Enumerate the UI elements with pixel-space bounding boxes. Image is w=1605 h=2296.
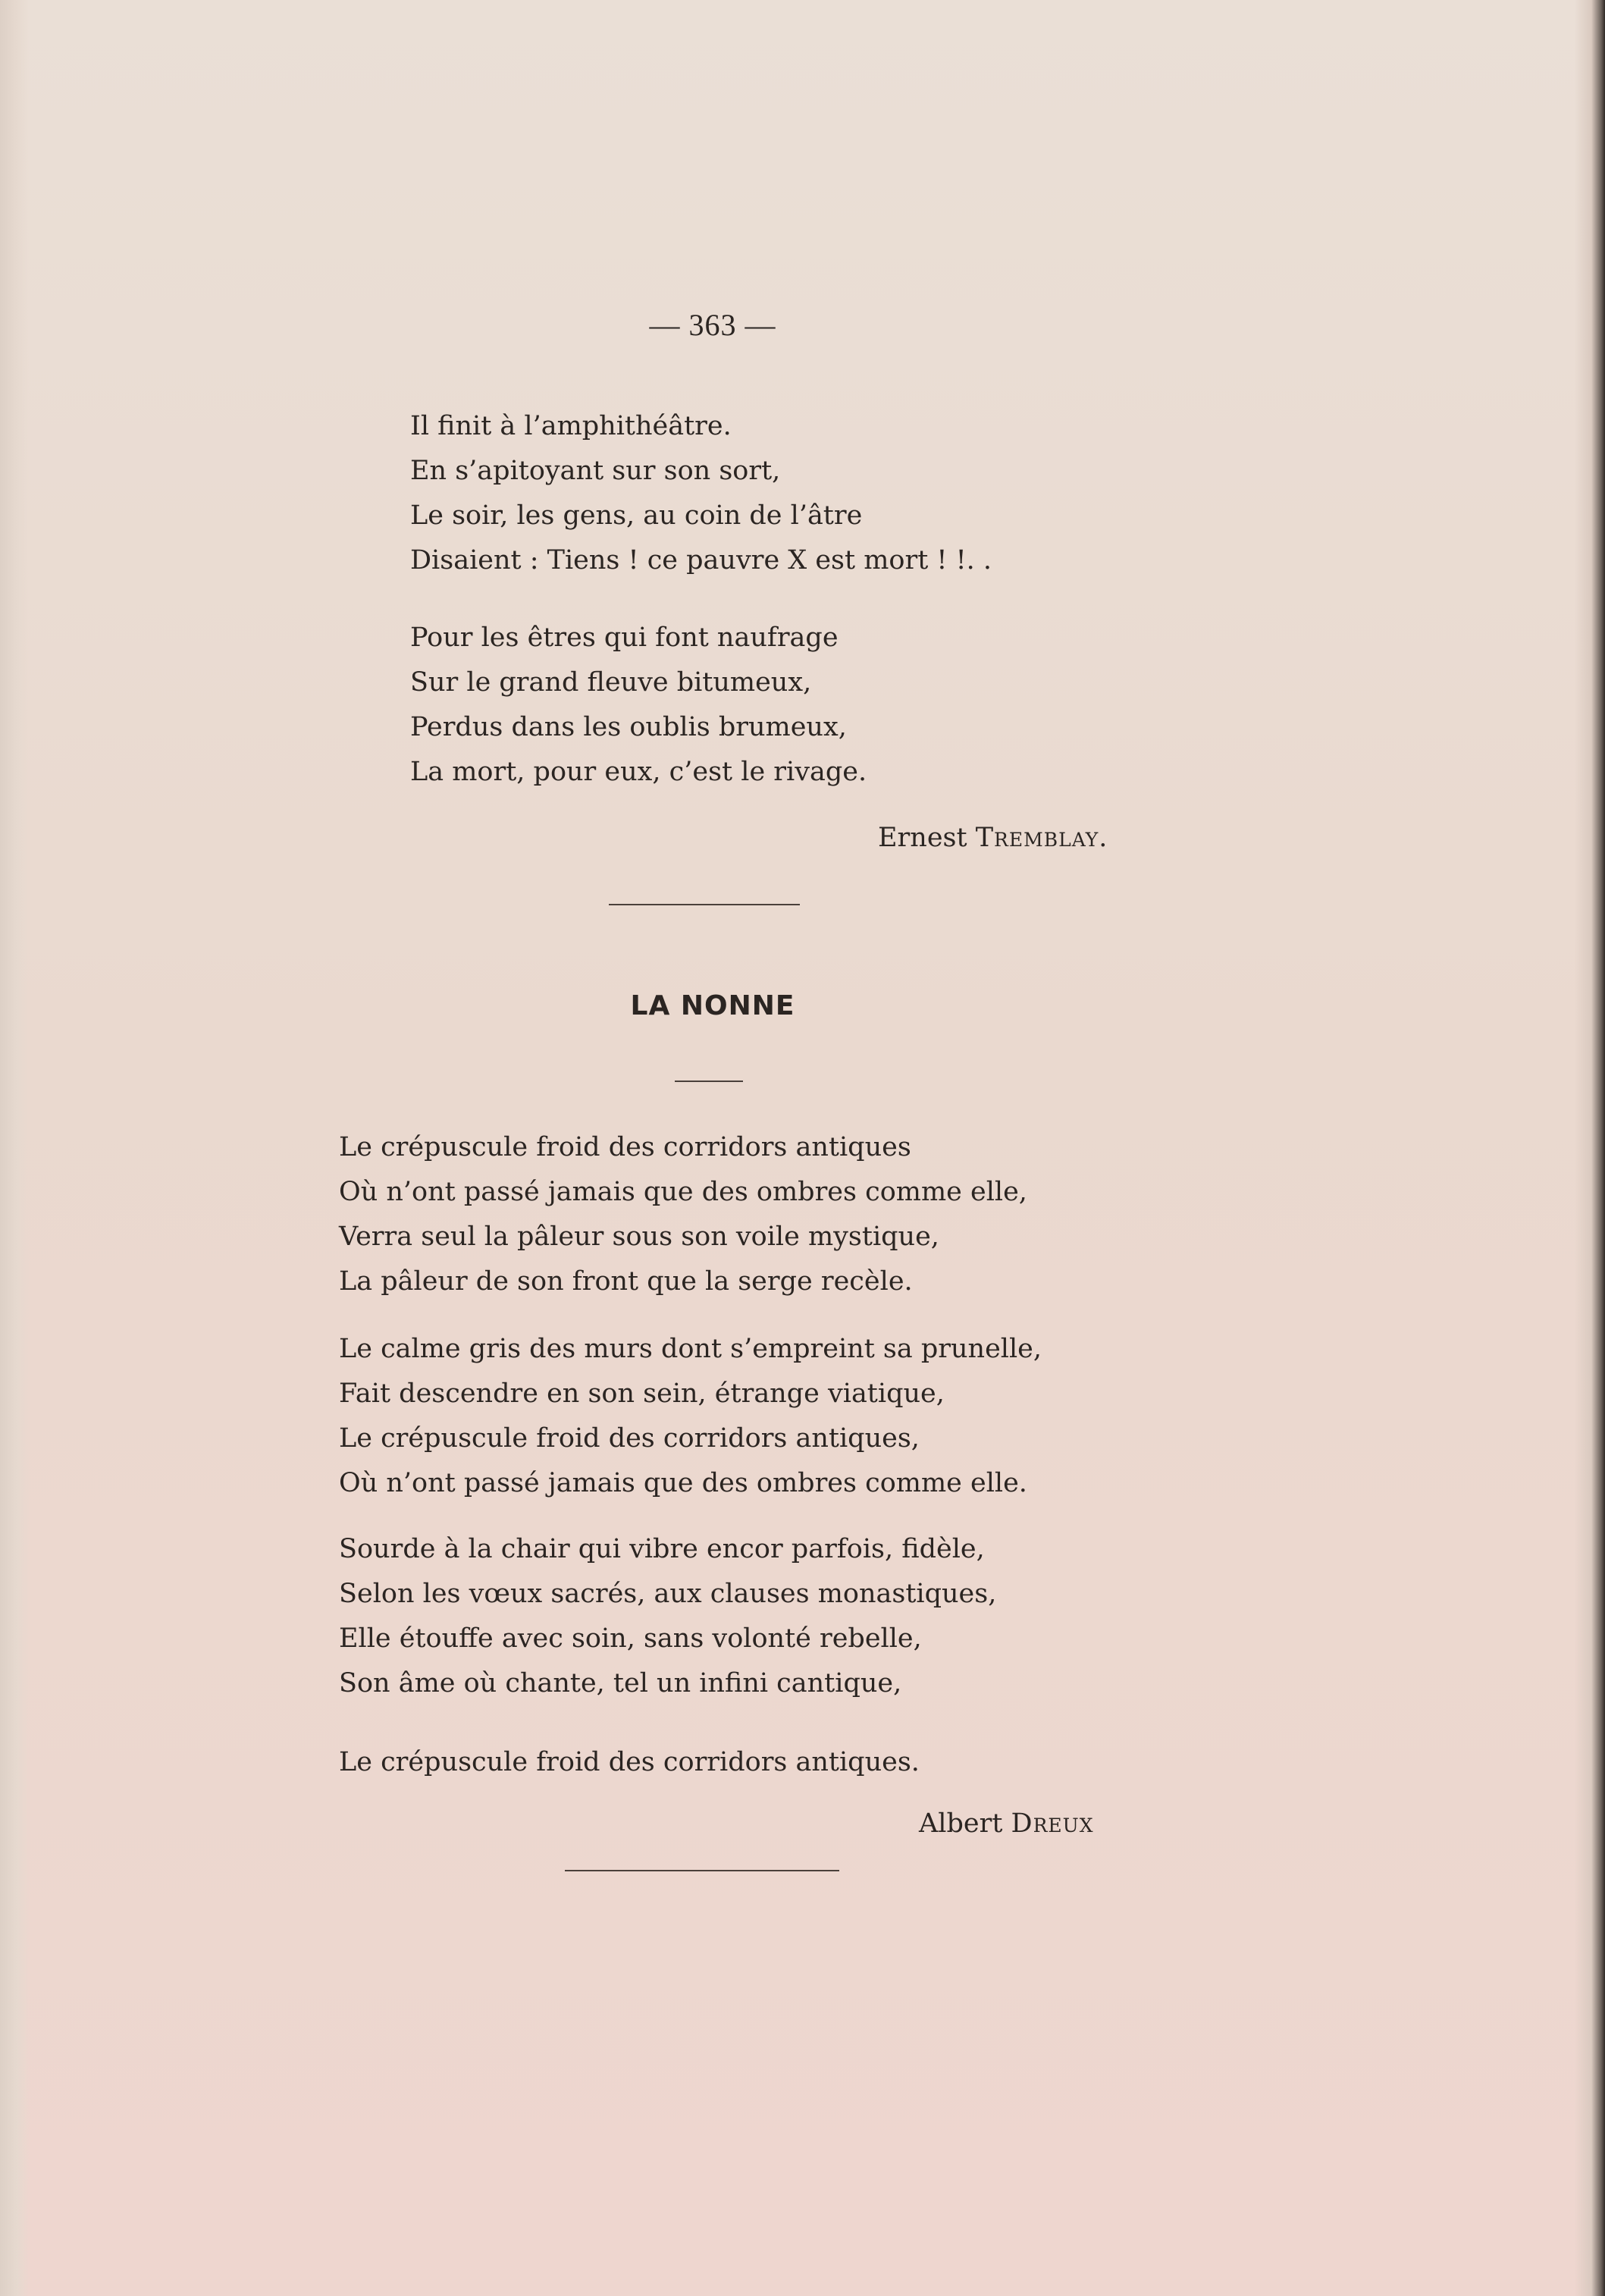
poem2-author (919, 1808, 1094, 1839)
author-first-name: Ernest (878, 823, 967, 853)
verse-line: Sur le grand fleuve bitumeux, (410, 667, 812, 698)
author-first-name: Albert (919, 1808, 1003, 1839)
verse-line: Perdus dans les oublis brumeux, (410, 712, 847, 742)
verse-line: Selon les vœux sacrés, aux clauses monastiques, (339, 1579, 997, 1609)
poem2-stanza-2 (339, 1327, 1042, 1506)
verse-line: La pâleur de son front que la serge recèle. (339, 1266, 913, 1297)
verse-line: Il finit à l’amphithéâtre. (410, 411, 732, 441)
title-underline (675, 1081, 743, 1082)
verse-line: Verra seul la pâleur sous son voile mystique, (339, 1222, 939, 1252)
page-edge-right (1575, 0, 1605, 2296)
verse-line: Disaient : Tiens ! ce pauvre X est mort ! !. . (410, 545, 992, 576)
poem1-stanza-2 (410, 616, 867, 795)
verse-line: Le crépuscule froid des corridors antiques. (339, 1747, 920, 1777)
section-divider (609, 904, 800, 905)
verse-line: Le calme gris des murs dont s’empreint sa prunelle, (339, 1334, 1042, 1364)
poem2-stanza-4 (339, 1740, 920, 1785)
end-divider (565, 1870, 839, 1871)
poem-title: LA NONNE (630, 990, 795, 1021)
verse-line: Le soir, les gens, au coin de l’âtre (410, 500, 863, 531)
verse-line: Le crépuscule froid des corridors antiques (339, 1132, 911, 1162)
verse-line: La mort, pour eux, c’est le rivage. (410, 757, 867, 787)
verse-line: Son âme où chante, tel un infini cantique, (339, 1668, 902, 1698)
verse-line: Fait descendre en son sein, étrange viatique, (339, 1379, 945, 1409)
verse-line: Où n’ont passé jamais que des ombres comme elle. (339, 1468, 1027, 1498)
poem2-stanza-3 (339, 1527, 996, 1706)
poem1-author (878, 823, 1108, 853)
page-number: — 363 — (649, 308, 776, 342)
verse-line: Sourde à la chair qui vibre encor parfois, fidèle, (339, 1534, 985, 1564)
verse-line: Où n’ont passé jamais que des ombres comme elle, (339, 1177, 1027, 1207)
poem2-stanza-1 (339, 1125, 1027, 1304)
verse-line: Pour les êtres qui font naufrage (410, 623, 839, 653)
author-last-name: Dreux (1011, 1808, 1094, 1839)
verse-line: Elle étouffe avec soin, sans volonté rebelle, (339, 1623, 922, 1654)
verse-line: En s’apitoyant sur son sort, (410, 456, 781, 486)
author-last-name: Tremblay. (975, 823, 1108, 853)
verse-line: Le crépuscule froid des corridors antiques, (339, 1423, 920, 1454)
poem1-stanza-1 (410, 404, 992, 583)
page-edge-left (0, 0, 29, 2296)
